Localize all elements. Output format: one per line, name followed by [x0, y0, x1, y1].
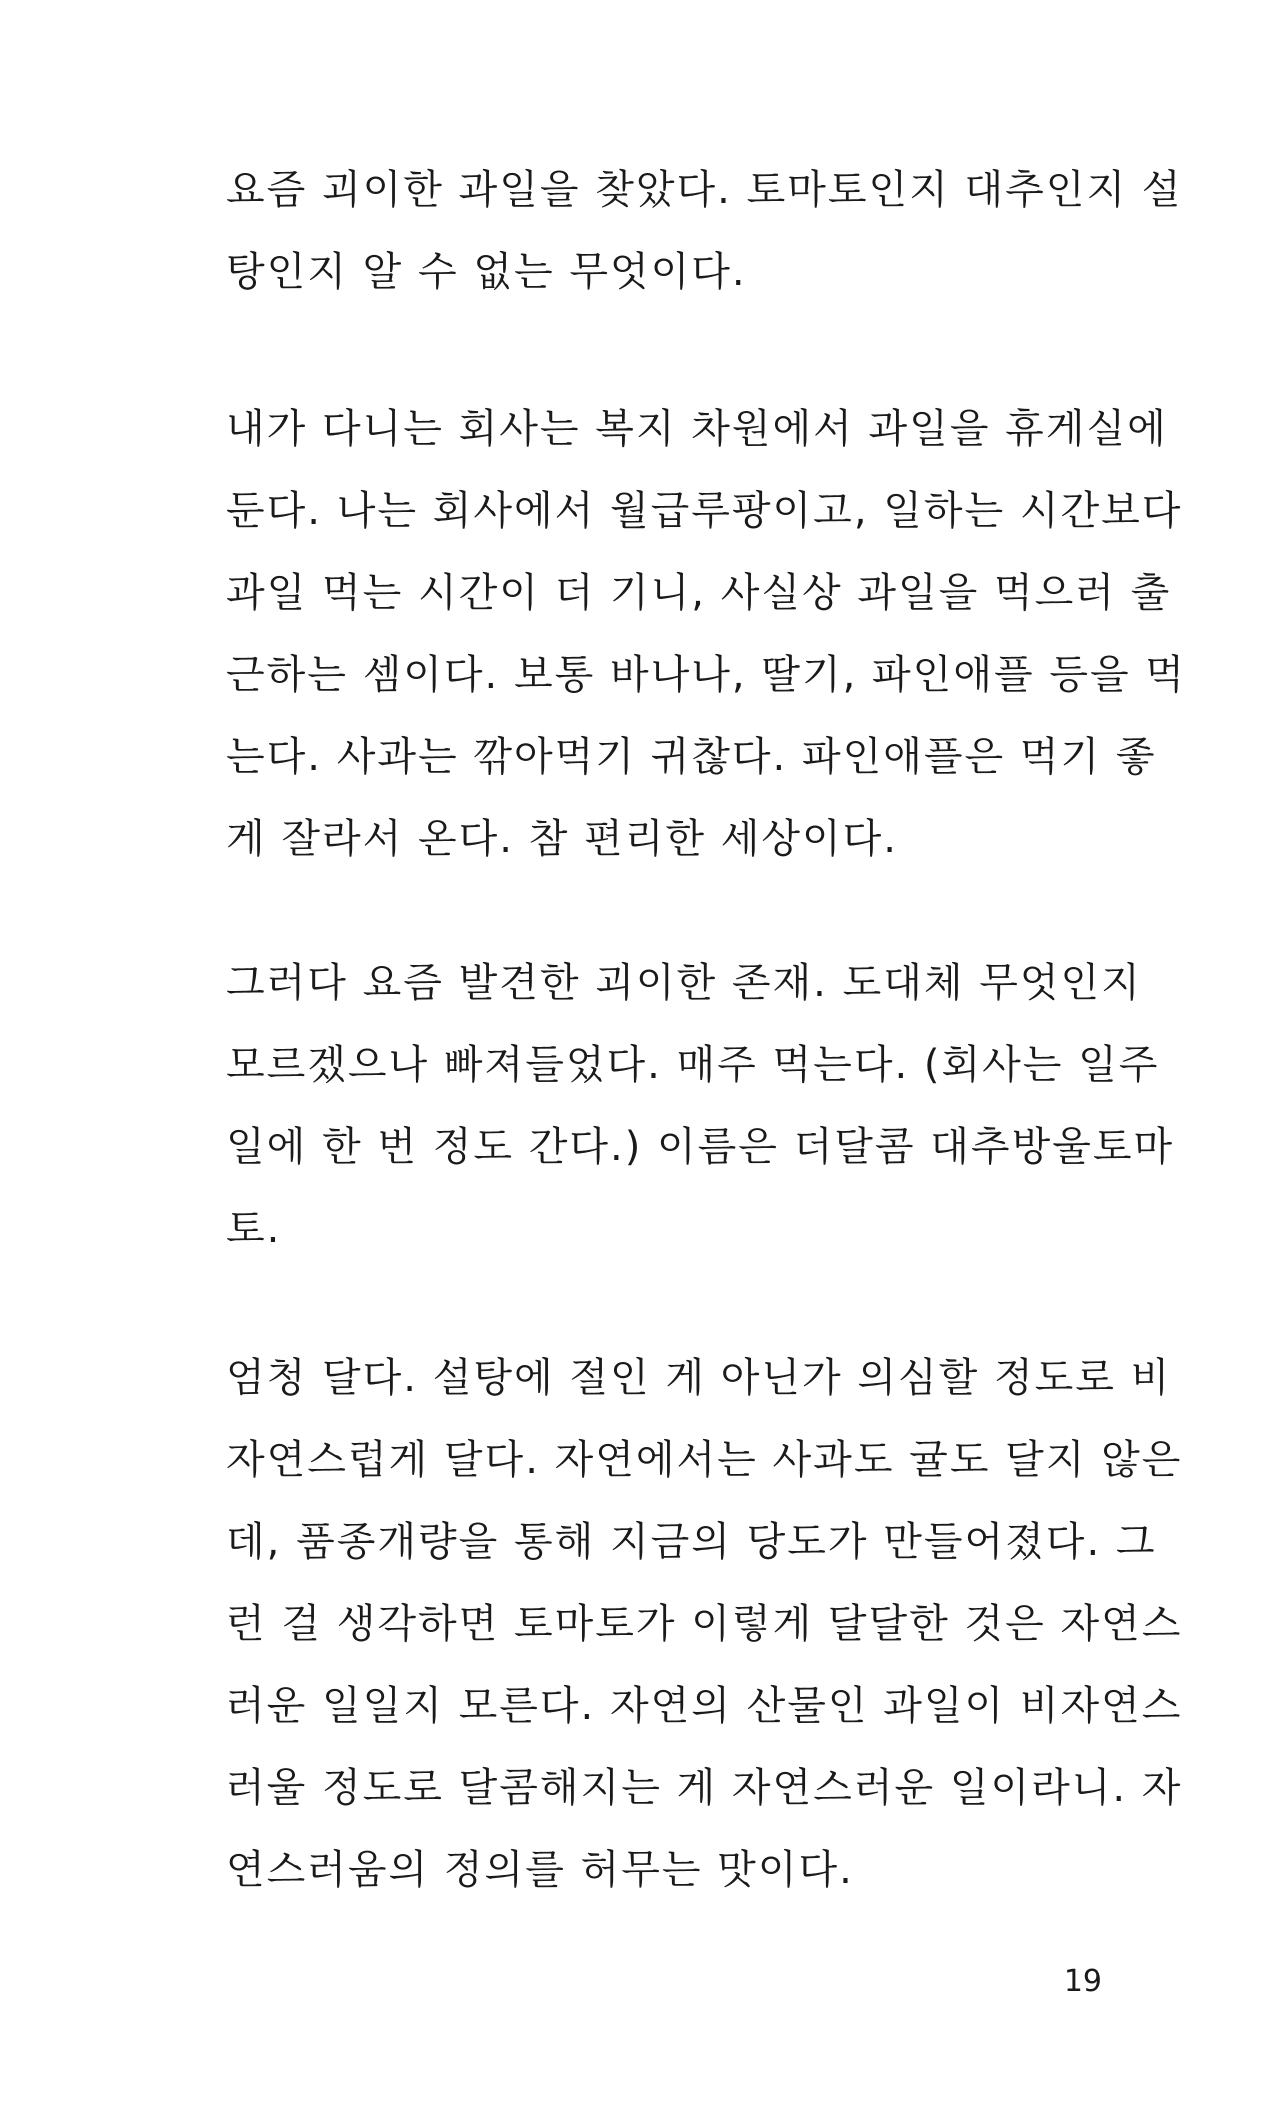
text-line: 러울 정도로 달콤해지는 게 자연스러운 일이라니. 자 [226, 1765, 1183, 1811]
text-line: 요즘 괴이한 과일을 찾았다. 토마토인지 대추인지 설 [226, 167, 1183, 213]
paragraph-3 [226, 942, 1175, 1270]
paragraph-4 [226, 1337, 1183, 1911]
paragraph-1 [226, 149, 1183, 313]
text-line: 모르겠으나 빠져들었다. 매주 먹는다. (회사는 일주 [226, 1042, 1160, 1088]
text-line: 자연스럽게 달다. 자연에서는 사과도 귤도 달지 않은 [226, 1437, 1183, 1483]
text-line: 런 걸 생각하면 토마토가 이렇게 달달한 것은 자연스 [226, 1601, 1183, 1647]
text-line: 게 잘라서 온다. 참 편리한 세상이다. [226, 816, 898, 862]
text-line: 과일 먹는 시간이 더 기니, 사실상 과일을 먹으러 출 [226, 570, 1172, 616]
text-line: 토. [226, 1206, 282, 1252]
text-line: 일에 한 번 정도 간다.) 이름은 더달콤 대추방울토마 [226, 1124, 1175, 1170]
text-line: 그러다 요즘 발견한 괴이한 존재. 도대체 무엇인지 [226, 960, 1142, 1006]
text-line: 둔다. 나는 회사에서 월급루팡이고, 일하는 시간보다 [226, 488, 1183, 534]
text-line: 러운 일일지 모른다. 자연의 산물인 과일이 비자연스 [226, 1683, 1183, 1729]
paragraph-2 [226, 388, 1186, 880]
text-line: 엄청 달다. 설탕에 절인 게 아닌가 의심할 정도로 비 [226, 1355, 1172, 1401]
text-line: 탕인지 알 수 없는 무엇이다. [226, 249, 747, 295]
text-line: 연스러움의 정의를 허무는 맛이다. [226, 1847, 854, 1893]
text-line: 데, 품종개량을 통해 지금의 당도가 만들어졌다. 그 [226, 1519, 1157, 1565]
text-line: 근하는 셈이다. 보통 바나나, 딸기, 파인애플 등을 먹 [226, 652, 1186, 698]
text-line: 는다. 사과는 깎아먹기 귀찮다. 파인애플은 먹기 좋 [226, 734, 1157, 780]
page-number: 19 [1063, 1964, 1102, 1999]
text-line: 내가 다니는 회사는 복지 차원에서 과일을 휴게실에 [226, 406, 1168, 452]
